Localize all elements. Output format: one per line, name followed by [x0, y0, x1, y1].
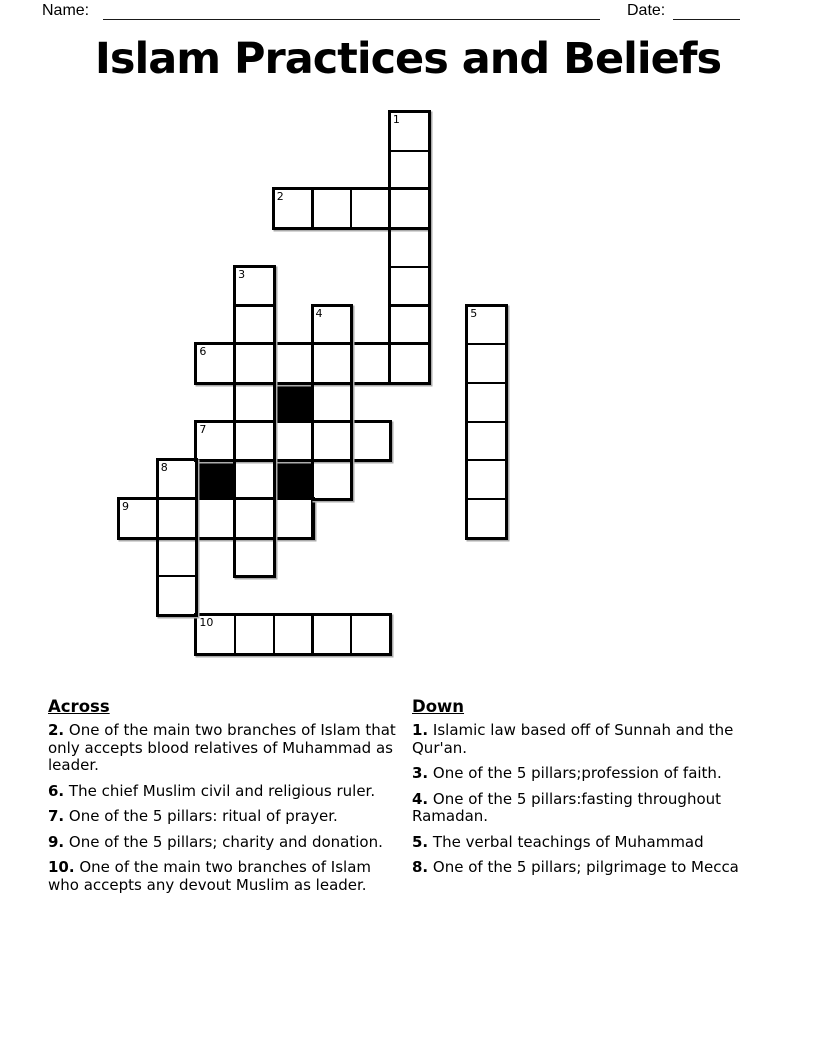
answer-cell [312, 382, 353, 423]
answer-cell [234, 614, 275, 655]
clue-text: One of the 5 pillars; pilgrimage to Mecca [428, 858, 739, 876]
answer-cell [234, 537, 275, 578]
clues-section [48, 697, 776, 902]
cell-number: 2 [276, 190, 284, 204]
cell-number: 6 [199, 345, 207, 359]
answer-cell [389, 188, 430, 229]
answer-cell [389, 150, 430, 191]
answer-cell [312, 305, 353, 346]
answer-cell [195, 343, 236, 384]
cell-number: 5 [470, 306, 478, 320]
clue-item [412, 859, 776, 877]
answer-cell [273, 421, 314, 462]
clue-number: 3. [412, 764, 429, 782]
clue-item [412, 765, 776, 783]
answer-cell [118, 498, 159, 539]
answer-cell [389, 227, 430, 268]
clue-text: One of the 5 pillars: ritual of prayer. [64, 807, 338, 825]
cell-number: 4 [315, 306, 323, 320]
answer-cell [157, 575, 198, 616]
answer-cell [234, 343, 275, 384]
clue-item [48, 783, 404, 801]
answer-cell [466, 343, 507, 384]
answer-cell [466, 382, 507, 423]
answer-cell [234, 266, 275, 307]
answer-cell [312, 188, 353, 229]
clue-item [48, 834, 404, 852]
answer-cell [195, 498, 236, 539]
answer-cell [466, 421, 507, 462]
blocked-cell [273, 459, 314, 500]
clue-item [412, 791, 776, 826]
answer-cell [350, 421, 391, 462]
answer-cell [312, 421, 353, 462]
clue-item [48, 808, 404, 826]
answer-cell [350, 188, 391, 229]
answer-cell [157, 537, 198, 578]
clue-text: Islamic law based off of Sunnah and the Qur'an. [412, 721, 734, 757]
clue-text: One of the main two branches of Islam that only accepts blood relatives of Muhammad as leader. [48, 721, 396, 774]
clue-text: One of the 5 pillars;profession of faith. [428, 764, 722, 782]
answer-cell [273, 498, 314, 539]
answer-cell [389, 266, 430, 307]
answer-cell [312, 343, 353, 384]
answer-cell [195, 421, 236, 462]
clue-item [412, 722, 776, 757]
answer-cell [234, 498, 275, 539]
clue-text: The chief Muslim civil and religious ruler. [64, 781, 376, 800]
clue-number: 2. [48, 721, 65, 739]
clue-number: 9. [48, 832, 65, 851]
answer-cell [350, 343, 391, 384]
answer-cell [234, 421, 275, 462]
clue-text: One of the 5 pillars:fasting throughout Ramadan. [412, 789, 722, 825]
clue-text: One of the 5 pillars; charity and donation. [64, 832, 383, 851]
answer-cell [466, 305, 507, 346]
name-label: Name: [42, 2, 90, 19]
down-clue-list [412, 722, 776, 877]
answer-cell [234, 305, 275, 346]
cell-number: 3 [238, 267, 246, 281]
clue-item [412, 834, 776, 852]
cell-number: 7 [199, 422, 207, 436]
answer-cell [273, 343, 314, 384]
clue-item [48, 859, 404, 894]
blocked-cell [273, 382, 314, 423]
cell-number: 1 [392, 113, 400, 126]
clue-number: 4. [412, 789, 429, 808]
answer-cell [157, 498, 198, 539]
answer-cell [273, 188, 314, 229]
clue-number: 8. [412, 858, 429, 876]
answer-cell [273, 614, 314, 655]
down-section [412, 697, 776, 902]
answer-cell [389, 111, 430, 152]
answer-cell [157, 459, 198, 500]
across-heading: Across [48, 697, 110, 716]
answer-cell [466, 459, 507, 500]
answer-cell [466, 498, 507, 539]
across-section [48, 697, 404, 902]
cell-number: 10 [199, 616, 214, 630]
answer-cell [389, 343, 430, 384]
down-heading: Down [412, 697, 465, 716]
answer-cell [312, 614, 353, 655]
clue-text: The verbal teachings of Muhammad [428, 832, 704, 851]
date-label: Date: [627, 2, 666, 19]
answer-cell [234, 382, 275, 423]
across-clue-list [48, 722, 404, 894]
clue-item [48, 722, 404, 775]
answer-cell [350, 614, 391, 655]
cell-number: 9 [122, 500, 129, 513]
clue-number: 5. [412, 832, 429, 851]
clue-number: 6. [48, 781, 65, 800]
cell-number: 8 [160, 461, 168, 475]
answer-cell [195, 614, 236, 655]
clue-text: One of the main two branches of Islam who accepts any devout Muslim as leader. [48, 858, 371, 894]
clue-number: 1. [412, 721, 429, 739]
answer-cell [234, 459, 275, 500]
blocked-cell [195, 459, 236, 500]
puzzle-title: Islam Practices and Beliefs [94, 34, 722, 84]
answer-cell [389, 305, 430, 346]
clue-number: 10. [48, 858, 75, 876]
clue-number: 7. [48, 807, 65, 825]
answer-cell [312, 459, 353, 500]
